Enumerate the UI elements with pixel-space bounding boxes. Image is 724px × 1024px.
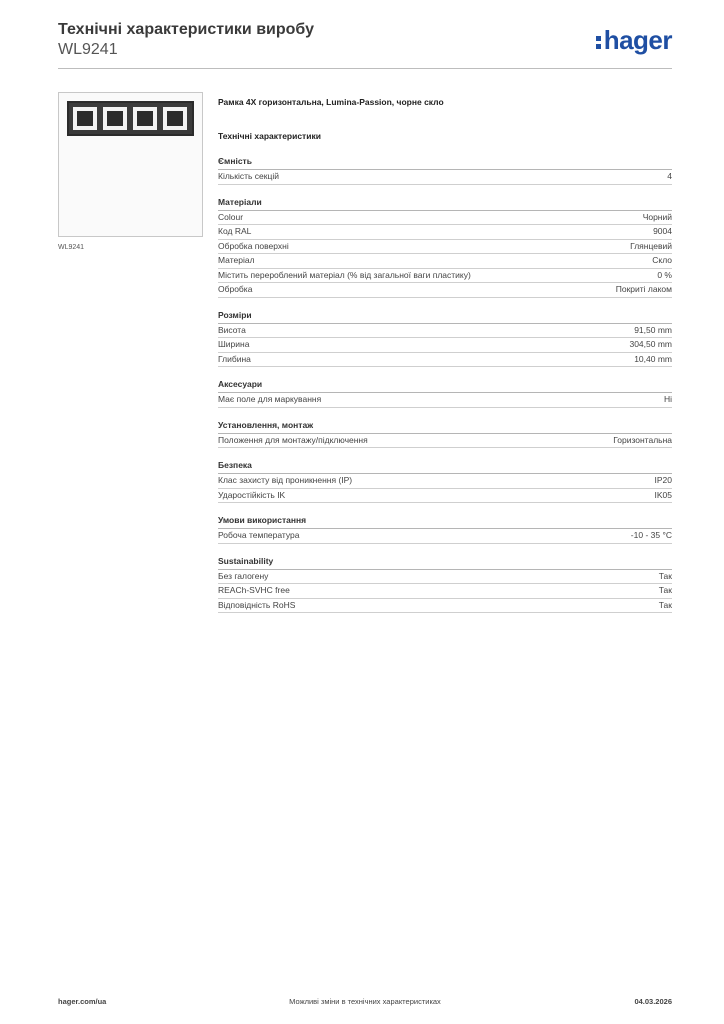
footer-note: Можливі зміни в технічних характеристиках xyxy=(289,997,441,1006)
spec-row xyxy=(218,283,672,298)
spec-row xyxy=(218,240,672,255)
logo-dots-icon xyxy=(596,30,602,50)
footer-date: 04.03.2026 xyxy=(634,997,672,1006)
spec-row xyxy=(218,211,672,226)
spec-content xyxy=(218,96,672,613)
spec-section xyxy=(218,156,672,185)
spec-value: 10,40 mm xyxy=(634,353,672,364)
section-title: Умови використання xyxy=(218,515,672,529)
spec-label: Без галогену xyxy=(218,570,269,581)
spec-value: Чорний xyxy=(642,211,672,222)
section-title: Безпека xyxy=(218,460,672,474)
spec-value: Горизонтальна xyxy=(613,434,672,445)
spec-section xyxy=(218,556,672,614)
image-caption: WL9241 xyxy=(58,244,85,251)
spec-row xyxy=(218,225,672,240)
product-image xyxy=(58,92,203,237)
document-title: Технічні характеристики виробу xyxy=(58,21,314,38)
spec-value: -10 - 35 °C xyxy=(630,530,672,540)
spec-row xyxy=(218,584,672,599)
spec-row xyxy=(218,529,672,544)
spec-value: IK05 xyxy=(654,489,672,500)
spec-label: Colour xyxy=(218,211,244,222)
spec-label: Ударостійкість IK xyxy=(218,489,286,500)
spec-value: 9004 xyxy=(653,226,672,236)
spec-value: Глянцевий xyxy=(630,240,672,251)
product-name: Рамка 4Х горизонтальна, Lumina-Passion, чорне скло xyxy=(218,97,444,107)
four-gang-frame-image xyxy=(59,93,202,236)
spec-label: Кількість секцій xyxy=(218,171,279,181)
spec-section xyxy=(218,515,672,544)
spec-section xyxy=(218,420,672,449)
spec-row xyxy=(218,434,672,449)
spec-label: Висота xyxy=(218,324,246,335)
spec-value: Так xyxy=(658,585,672,595)
spec-value: 304,50 mm xyxy=(629,339,672,349)
spec-value: Скло xyxy=(652,255,672,265)
spec-value: 0 % xyxy=(657,269,672,280)
spec-value: 4 xyxy=(667,171,672,181)
section-title: Матеріали xyxy=(218,197,672,211)
spec-row xyxy=(218,353,672,368)
spec-label: Клас захисту від проникнення (IP) xyxy=(218,475,353,485)
spec-label: Ширина xyxy=(218,339,250,349)
section-title: Розміри xyxy=(218,310,672,324)
spec-label: Обробка xyxy=(218,284,253,294)
spec-row xyxy=(218,269,672,284)
spec-value: Так xyxy=(658,599,672,610)
spec-label: Положення для монтажу/підключення xyxy=(218,434,368,445)
spec-value: 91,50 mm xyxy=(634,324,672,335)
spec-row xyxy=(218,170,672,185)
logo-text: hager xyxy=(603,25,672,55)
spec-row xyxy=(218,324,672,339)
spec-value: Ні xyxy=(663,394,672,404)
spec-value: Покриті лаком xyxy=(615,284,672,294)
spec-row xyxy=(218,570,672,585)
spec-label: REACh-SVHC free xyxy=(218,585,290,595)
spec-label: Матеріал xyxy=(218,255,255,265)
spec-row xyxy=(218,599,672,614)
page-header xyxy=(58,20,672,60)
spec-label: Робоча температура xyxy=(218,530,300,540)
spec-heading: Технічні характеристики xyxy=(218,131,321,141)
spec-sections xyxy=(218,156,672,613)
spec-row xyxy=(218,489,672,504)
spec-section xyxy=(218,197,672,298)
spec-section xyxy=(218,379,672,408)
footer-website-link[interactable]: hager.com/ua xyxy=(58,997,107,1006)
product-code: WL9241 xyxy=(58,41,118,58)
spec-row xyxy=(218,254,672,269)
section-title: Аксесуари xyxy=(218,379,672,393)
section-title: Sustainability xyxy=(218,556,672,570)
spec-label: Обробка поверхні xyxy=(218,240,289,251)
header-divider xyxy=(58,68,672,69)
spec-value: IP20 xyxy=(654,475,672,485)
spec-section xyxy=(218,310,672,368)
spec-value: Так xyxy=(658,570,672,581)
spec-label: Містить перероблений матеріал (% від загальної ваги пластику) xyxy=(218,269,471,280)
section-title: Ємність xyxy=(218,156,672,170)
hager-logo xyxy=(596,26,672,54)
spec-row xyxy=(218,338,672,353)
spec-label: Глибина xyxy=(218,353,251,364)
spec-row xyxy=(218,474,672,489)
spec-label: Відповідність RoHS xyxy=(218,599,296,610)
spec-row xyxy=(218,393,672,408)
spec-label: Код RAL xyxy=(218,226,252,236)
spec-section xyxy=(218,460,672,503)
section-title: Установлення, монтаж xyxy=(218,420,672,434)
spec-label: Має поле для маркування xyxy=(218,394,322,404)
